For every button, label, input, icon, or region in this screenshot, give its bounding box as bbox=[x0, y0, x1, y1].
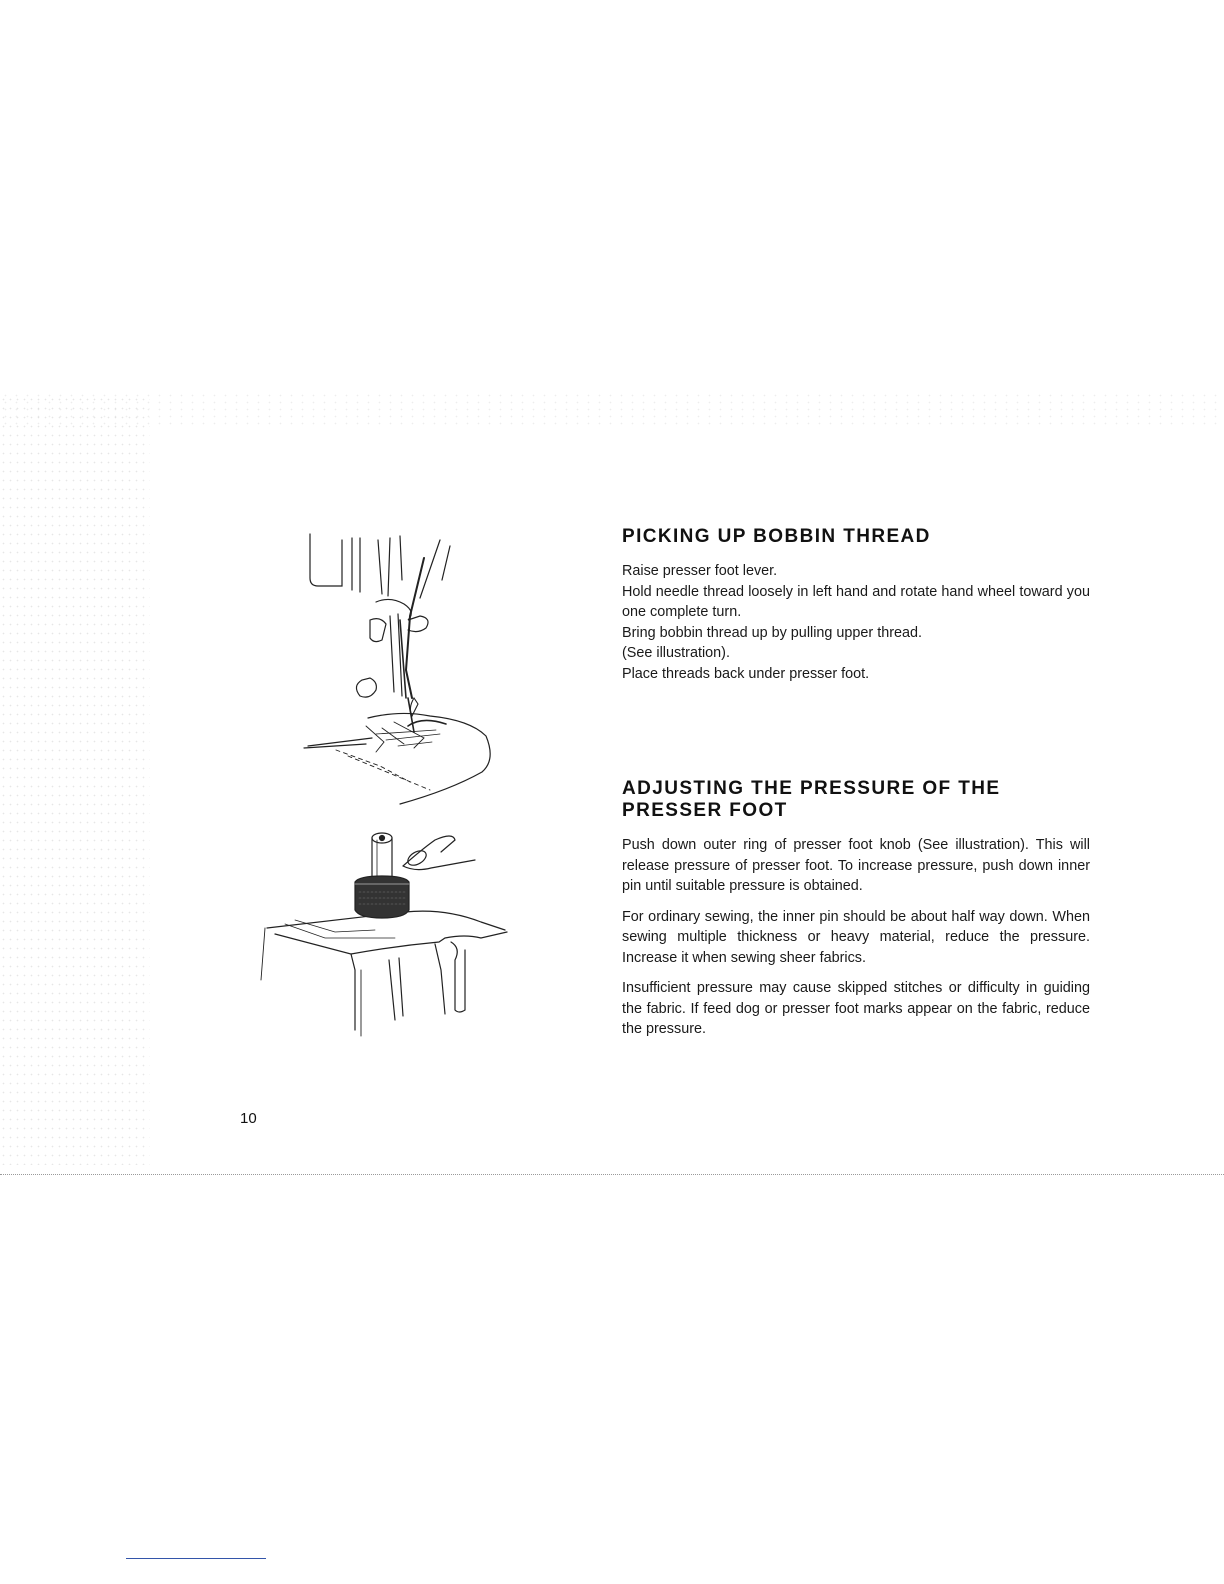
paragraph: Push down outer ring of presser foot knob (See illustration). This will release pressure of presser foot. To increase pressure, push down inner pin until suitable pressure is obtained. bbox=[622, 837, 1090, 894]
scan-noise-left bbox=[0, 395, 150, 1165]
instruction-line: Hold needle thread loosely in left hand and rotate hand wheel toward you one complete turn. bbox=[622, 583, 1090, 620]
section-heading bbox=[622, 778, 1090, 822]
instruction-line: Bring bobbin thread up by pulling upper thread. bbox=[622, 624, 923, 641]
instruction-line: Raise presser foot lever. bbox=[622, 563, 778, 579]
scan-noise-top bbox=[0, 392, 1224, 426]
scan-page-edge-line bbox=[0, 1174, 1224, 1175]
picking-up-bobbin-section bbox=[622, 526, 1090, 684]
instruction-line: (See illustration). bbox=[622, 645, 730, 661]
adjusting-pressure-section bbox=[622, 778, 1090, 1050]
bottom-rule-line bbox=[126, 1558, 266, 1559]
presser-foot-knob-illustration bbox=[255, 820, 520, 1045]
paragraph-group bbox=[622, 835, 1090, 1040]
heading-line: ADJUSTING THE PRESSURE OF THE bbox=[622, 778, 1001, 799]
section-heading: PICKING UP BOBBIN THREAD bbox=[622, 526, 931, 547]
heading-line: PRESSER FOOT bbox=[622, 800, 788, 821]
instructions-list bbox=[622, 561, 1090, 684]
bobbin-thread-illustration bbox=[290, 520, 510, 810]
paragraph: For ordinary sewing, the inner pin should be about half way down. When sewing multiple thickness or heavy material, reduce the pressure. Increase it when sewing sheer fabrics. bbox=[622, 908, 1090, 966]
page-number: 10 bbox=[240, 1110, 257, 1127]
paragraph: Insufficient pressure may cause skipped stitches or difficulty in guiding the fabric. If feed dog or presser foot marks appear on the fabric, reduce the pressure. bbox=[622, 980, 1090, 1037]
instruction-line: Place threads back under presser foot. bbox=[622, 665, 870, 682]
